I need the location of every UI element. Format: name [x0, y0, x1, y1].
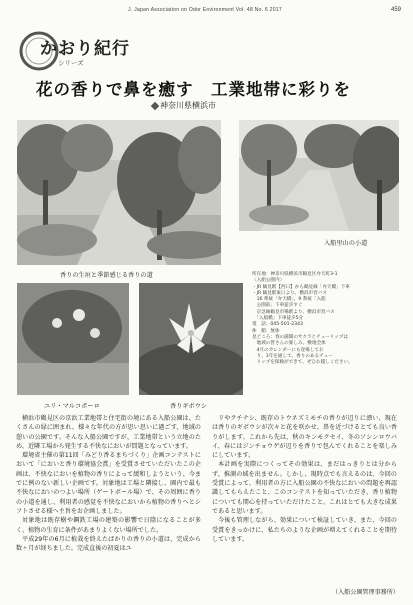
info-line: 所在地：神奈川県横浜市鶴見区弁天町3-1	[252, 272, 338, 277]
visitor-info	[252, 272, 400, 366]
running-head: J. Japan Association on Odor Environment Vol. 48 No. 6 2017	[128, 7, 282, 13]
page-number: 459	[390, 7, 401, 13]
bullet-icon	[151, 101, 159, 109]
article-paragraph: 環境省主催の第11回「みどり香るまちづくり」企画コンテストにおいて「においと香り環境協会賞」を受賞させていただいたこの企画は、不快なにおいを植物の香りによって緩和しようという、今までに例のない新しい企画です。対象地は工場と隣接し、園内で最も不快なにおいのつよい場所（ゲートボール場）で、その周囲に香りの小道を通し、利用者の感覚を不快なにおいから植物の香りへとシフトさせる様へ主旨をお企画しました。	[16, 452, 201, 515]
info-line: 16 系統「弁天橋」、9 系統「入船	[252, 297, 326, 303]
article-paragraph: 平成29年の6月に植栽を終えたばかりの香りの小道は、完成から数ヶ月が経ちました。完成直後の初夏はユ	[16, 535, 201, 553]
caption-top-right: 入船里山の小道	[324, 240, 368, 247]
article-location	[152, 100, 216, 111]
info-line: 4月のカレンダーにも登場してお	[252, 347, 324, 353]
series-logo	[18, 26, 138, 74]
article-title: 花の香りで鼻を癒す 工業地帯に彩りを	[36, 80, 351, 99]
article-paragraph: 今後も管理しながら、効果について検証していき、また、今回の受賞をきっかけに、私たちのような企画が増えてくれることを期待しています。	[212, 517, 397, 543]
info-line: 電 話：045-501-2343	[252, 322, 303, 328]
info-line: リップを探検ができて、ぜひお越しください。	[252, 360, 353, 366]
caption-bottom-left: ユリ・マルコポーロ	[44, 403, 100, 410]
series-title: かおり紀行	[40, 39, 130, 59]
article-paragraph: 対象地は既存樹や鋼鉄工場の建築の影響で日陰になることが多く、植物の生育に条件があまりよくない場所でした。	[16, 517, 201, 534]
info-line: 見どころ：春の満開のサクラとチューリップは	[252, 334, 348, 340]
caption-bottom-right: 香りギボウシ	[170, 403, 208, 410]
info-line: 「入船橋」下車徒歩5分	[252, 316, 304, 322]
series-subtitle: シリーズ	[58, 59, 84, 67]
info-line: 公園前」下車徒歩すぐ	[252, 303, 303, 309]
photo-fragrance-hedge	[17, 120, 221, 265]
photo-lily-marcopolo	[17, 283, 129, 395]
photo-satoyama-path	[239, 120, 399, 231]
caption-top-left: 香りの生垣と季節感じる香りの道	[60, 272, 153, 279]
article-paragraph: 横浜市鶴見区の京浜工業地帯と住宅街の境にある入船公園は、たくさんの緑に囲まれ、様々な年代の方が思い思いに過ごす、地域の憩いの公園です。そんな入船公園ですが、工業地帯という立地のため、近隣工場から発生する不快なにおいが問題となっています。	[16, 415, 201, 450]
info-line: り、1年を通して、香りのあるチュー	[252, 353, 333, 359]
article-body-right	[212, 414, 397, 544]
location-label: 神奈川県横浜市	[160, 101, 216, 110]
info-line: ・JR 鶴見駅【西口】から鶴見線「弁天橋」下車	[252, 284, 350, 290]
info-line: ・JR 鶴見駅東口より、横浜市営バス	[252, 290, 327, 296]
article-paragraph: リやクチナシ、既存のトウネズミモチの香りが辺りに漂い、現在は香りのギボウシが次々と花を咲かせ、鼻を近づけるとても良い香りがします。これから先は、秋のキンモクセイ、冬のソシンロウバイ、春にはジンチョウゲが辺りを香りで包んでくれることを楽しみにしています。	[212, 415, 397, 460]
photo-fragrant-hosta	[139, 283, 243, 395]
article-author: （入船公園管理事務所）	[331, 589, 399, 596]
article-body-left	[16, 414, 201, 553]
info-line: 京急線鶴見市場駅より、横浜市営バス	[252, 309, 335, 315]
info-line: 〈入船公園内〉	[252, 278, 285, 284]
info-line: 休 館：無休	[252, 328, 280, 334]
article-paragraph: 本計画を実際につくってその効果は、まだはっきりとは分からず、推測の域を出ません。しかし、現時点でも言えるのは、今回の受賞によって、利用者の方に入船公園の不快なにおいの問題を再認識してもらえたこと、このコンテストを知っていただき、香り植物についても関心を持っていただけたこと、これはとても大きな成果であると思います。	[212, 461, 397, 515]
info-line: 地域の皆さんの楽しみ。敷地全体	[252, 341, 326, 347]
